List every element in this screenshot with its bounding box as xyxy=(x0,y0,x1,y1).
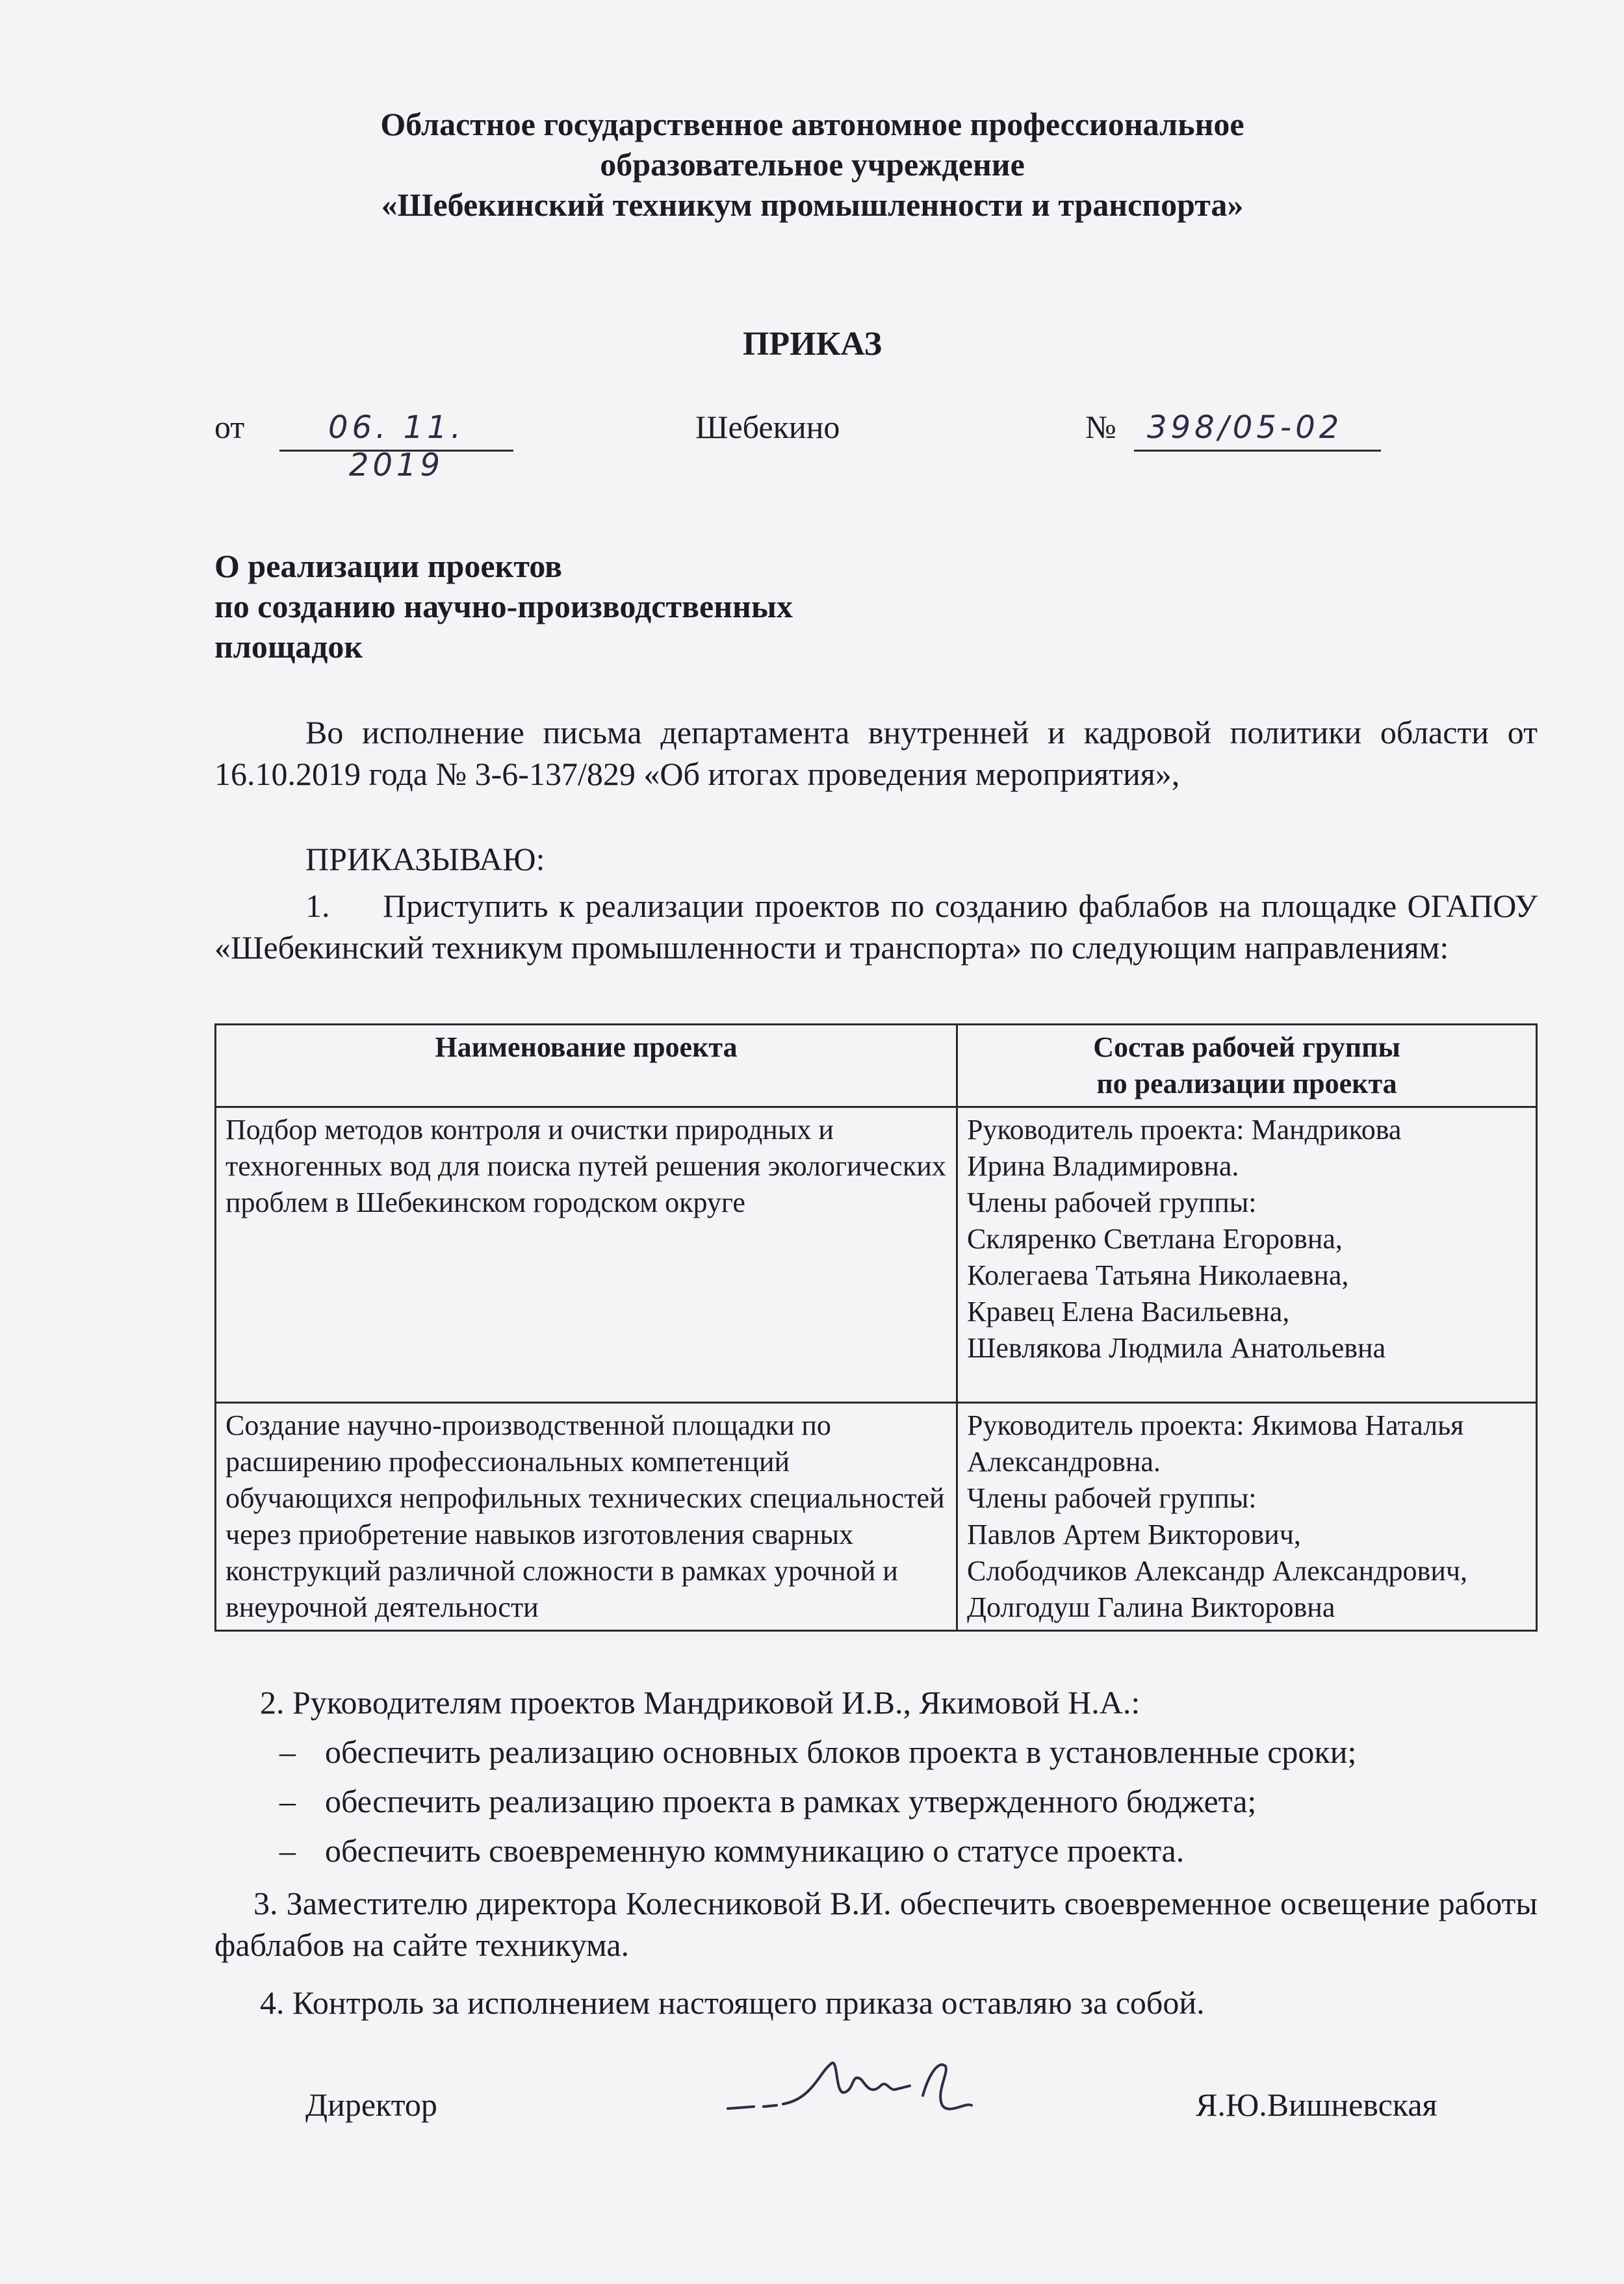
team-cell xyxy=(957,1403,1537,1631)
table-header-row xyxy=(216,1025,1537,1107)
team-line: Павлов Артем Викторович, xyxy=(967,1519,1301,1550)
subject-line-3: площадок xyxy=(214,628,363,665)
header-line-3: «Шебекинский техникум промышленности и транспорта» xyxy=(381,186,1244,223)
bullet-item xyxy=(279,1830,1547,1871)
subject-line-1: О реализации проектов xyxy=(214,548,562,584)
team-line: Колегаева Татьяна Николаевна, xyxy=(967,1259,1349,1291)
order-item-3: 3. Заместителю директора Колесниковой В.И. обеспечить своевременное освещение работы фаблабов на сайте техникума. xyxy=(214,1885,1538,1963)
bullet-item xyxy=(279,1780,1547,1822)
team-line: Слободчиков Александр Александрович, xyxy=(967,1555,1467,1587)
team-line: Руководитель проекта: Мандрикова xyxy=(967,1114,1402,1146)
team-line: Члены рабочей группы: xyxy=(967,1187,1257,1218)
team-line: Кравец Елена Васильевна, xyxy=(967,1296,1290,1328)
header-project-name: Наименование проекта xyxy=(216,1025,957,1107)
project-cell: Создание научно-производственной площадки по расширению профессиональных компетенций обучающихся непрофильных технических специальностей через приобретение навыков изготовления сварных конструкций различной сложности в рамках урочной и внеурочной деятельности xyxy=(216,1403,957,1631)
team-line: Долгодуш Галина Викторовна xyxy=(967,1591,1335,1623)
team-line: Шевлякова Людмила Анатольевна xyxy=(967,1332,1386,1364)
document-title: ПРИКАЗ xyxy=(742,326,883,363)
preamble: Во исполнение письма департамента внутренней и кадровой политики области от 16.10.2019 года № 3-6-137/829 «Об итогах проведения мероприятия», xyxy=(214,714,1538,792)
dash-marker: – xyxy=(279,1832,296,1869)
dash-marker: – xyxy=(279,1734,296,1770)
order-item-1 xyxy=(214,885,1538,968)
order-item-2: 2. Руководителям проектов Мандриковой И.В., Якимовой Н.А.: xyxy=(260,1684,1141,1721)
handwritten-date: 06. 11. 2019 xyxy=(328,409,465,483)
bullet-text: обеспечить своевременную коммуникацию о статусе проекта. xyxy=(325,1832,1185,1869)
team-line: Александровна. xyxy=(967,1446,1161,1478)
signatory-name: Я.Ю.Вишневская xyxy=(1196,2086,1437,2123)
order-word: ПРИКАЗЫВАЮ: xyxy=(305,841,545,877)
date-from-label: от xyxy=(214,409,245,445)
bullet-item xyxy=(279,1731,1547,1773)
team-cell xyxy=(957,1107,1537,1403)
number-label: № xyxy=(1085,409,1116,445)
number-field xyxy=(1134,408,1381,452)
header-team-line-1: Состав рабочей группы xyxy=(1093,1031,1400,1063)
header-team-line-2: по реализации проекта xyxy=(1096,1068,1397,1099)
table-row xyxy=(216,1107,1537,1403)
project-cell: Подбор методов контроля и очистки природных и техногенных вод для поиска путей решения экологических проблем в Шебекинском городском округе xyxy=(216,1107,957,1403)
handwritten-number: 398/05-02 xyxy=(1147,409,1343,446)
city-name: Шебекино xyxy=(695,409,840,445)
order-item-4: 4. Контроль за исполнением настоящего приказа оставляю за собой. xyxy=(260,1984,1205,2021)
team-line: Скляренко Светлана Егоровна, xyxy=(967,1223,1343,1255)
signatory-position: Директор xyxy=(305,2086,437,2123)
dash-marker: – xyxy=(279,1783,296,1819)
header-line-2: образовательное учреждение xyxy=(600,146,1025,183)
projects-table xyxy=(214,1023,1538,1632)
team-line: Ирина Владимировна. xyxy=(967,1150,1239,1182)
team-line: Руководитель проекта: Якимова Наталья xyxy=(967,1409,1464,1441)
item-1-number: 1. xyxy=(305,888,330,924)
header-line-1: Областное государственное автономное профессиональное xyxy=(380,106,1244,142)
team-line: Члены рабочей группы: xyxy=(967,1482,1257,1514)
header-team xyxy=(957,1025,1537,1107)
handwritten-signature xyxy=(715,2034,988,2125)
item-1-text: Приступить к реализации проектов по созданию фаблабов на площадке ОГАПОУ «Шебекинский техникум промышленности и транспорта» по следующим направлениям: xyxy=(214,888,1538,966)
institution-header xyxy=(195,104,1430,225)
subject-line-2: по созданию научно-производственных xyxy=(214,588,793,624)
date-field xyxy=(279,408,513,483)
bullet-text: обеспечить реализацию основных блоков проекта в установленные сроки; xyxy=(325,1734,1357,1770)
order-subject xyxy=(214,546,793,667)
table-row xyxy=(216,1403,1537,1631)
bullet-text: обеспечить реализацию проекта в рамках утвержденного бюджета; xyxy=(325,1783,1257,1819)
